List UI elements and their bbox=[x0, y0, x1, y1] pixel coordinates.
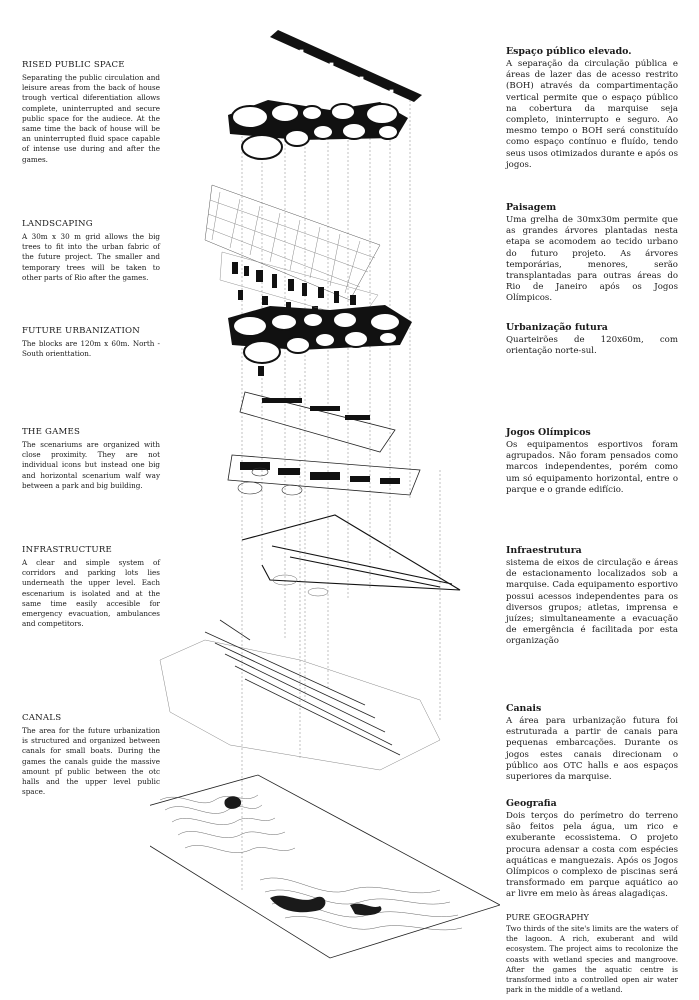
section-text: Separating the public circulation and leisure areas from the back of house trough vertical diferentiation allows complete, uninterrupted and secure public space for the audiece. At the same time the back of house will be an uninterrupted fluid space capable of intense use during and after the games. bbox=[22, 73, 160, 164]
section-future-urbanization bbox=[22, 326, 160, 359]
section-jogos-olimpicos bbox=[506, 427, 678, 496]
section-canals bbox=[22, 713, 160, 797]
layer-the-games bbox=[228, 366, 420, 495]
section-heading: CANALS bbox=[22, 713, 62, 723]
section-heading: FUTURE URBANIZATION bbox=[22, 326, 141, 336]
section-text: A clear and simple system of corridors and parking lots lies underneath the upper level. Each escenarium is isolated and at the same time easily accesible for emergency evacuation, ambulances and competitors. bbox=[22, 558, 160, 629]
section-geografia bbox=[506, 798, 678, 901]
layer-canals bbox=[160, 620, 440, 770]
section-canais bbox=[506, 703, 678, 783]
section-text: Uma grelha de 30mx30m permite que as grandes árvores plantadas nesta etapa se acomodem ao tecido urbano do futuro projeto. As árvores temporárias, menores, serão transplantadas para outras áreas do Rio de Janeiro após os Jogos Olímpicos. bbox=[506, 215, 678, 304]
section-heading: LANDSCAPING bbox=[22, 219, 93, 229]
section-heading: Urbanização futura bbox=[506, 322, 608, 333]
section-heading: Canais bbox=[506, 703, 542, 714]
section-heading: PURE GEOGRAPHY bbox=[506, 912, 589, 922]
section-text: The scenariums are organized with close proximity. They are not individual icons but instead one big and horizontal scenarium walf way between a park and big building. bbox=[22, 440, 160, 490]
section-rised-public-space bbox=[22, 60, 160, 165]
section-text: A separação da circulação pública e áreas de lazer das de acesso restrito (BOH) através da compartimentação vertical permite que o espaço público na cobertura da marquise seja completo, ininterrupto e seguro. Ao mesmo tempo o BOH será constituído como espaço contínuo e fluído, tendo seus usos otimizados durante e após os jogos. bbox=[506, 59, 678, 170]
section-heading: Geografia bbox=[506, 798, 557, 809]
section-infraestrutura bbox=[506, 545, 678, 648]
section-text: sistema de eixos de circulação e áreas de estacionamento localizados sob a marquise. Cada equipamento esportivo possui acessos independentes para os diversos grupos; atletas, imprensa e juízes; simultaneamente a evacuação de emergência é facilitada por esta organização bbox=[506, 558, 678, 647]
layer-infrastructure bbox=[242, 515, 460, 590]
section-paisagem bbox=[506, 202, 678, 305]
section-urbanizacao-futura bbox=[506, 322, 678, 357]
section-infrastructure bbox=[22, 545, 160, 629]
layer-elevated-public-space bbox=[228, 30, 422, 159]
section-the-games bbox=[22, 427, 160, 491]
section-text: Two thirds of the site's limits are the waters of the lagoon. A rich, exuberant and wild ecosystem. The project aims to recolonize the coasts with wetland species and mangroove. After the games the aquatic centre is transformed into a controlled open air water park in the middle of a wetland. bbox=[506, 924, 678, 995]
layer-future-urbanization bbox=[228, 305, 412, 363]
section-text: Os equipamentos esportivos foram agrupados. Não foram pensados como marcos independentes, porém como um só equipamento horizontal, entre o parque e o grande edifício. bbox=[506, 440, 678, 495]
section-text: Quarteirões de 120x60m, com orientação norte-sul. bbox=[506, 335, 678, 357]
section-heading: Paisagem bbox=[506, 202, 557, 213]
section-espaco-publico-elevado bbox=[506, 46, 678, 171]
layer-pure-geography bbox=[150, 775, 500, 958]
section-heading: Infraestrutura bbox=[506, 545, 582, 556]
section-text: The area for the future urbanization is structured and organized between canals for small boats. During the games the canals guide the massive amount pf public between the otc halls and the upper level public space. bbox=[22, 726, 160, 797]
section-text: Dois terços do perímetro do terreno são feitos pela água, um rico e exuberante ecossistema. O projeto procura adensar a costa com espécies aquáticas e manguezais. Após os Jogos Olímpicos o complexo de piscinas será transformado em parque aquático ao ar livre em meio às áreas alagadiças. bbox=[506, 811, 678, 900]
section-heading: RISED PUBLIC SPACE bbox=[22, 60, 125, 70]
section-heading: Jogos Olímpicos bbox=[506, 427, 591, 438]
section-pure-geography bbox=[506, 912, 678, 995]
section-text: A 30m x 30 m grid allows the big trees to fit into the urban fabric of the future project. The smaller and temporary trees will be taken to other parts of Rio after the games. bbox=[22, 232, 160, 282]
exploded-axonometric-diagram bbox=[150, 0, 500, 1000]
section-landscaping bbox=[22, 219, 160, 283]
section-text: A área para urbanização futura foi estruturada a partir de canais para pequenas embarcações. Durante os jogos estes canais direcionam o público aos OTC halls e aos espaços superiores da marquise. bbox=[506, 716, 678, 783]
section-text: The blocks are 120m x 60m. North - South orienttation. bbox=[22, 339, 160, 359]
section-heading: THE GAMES bbox=[22, 427, 81, 437]
section-heading: INFRASTRUCTURE bbox=[22, 545, 112, 555]
section-heading: Espaço público elevado. bbox=[506, 46, 632, 57]
